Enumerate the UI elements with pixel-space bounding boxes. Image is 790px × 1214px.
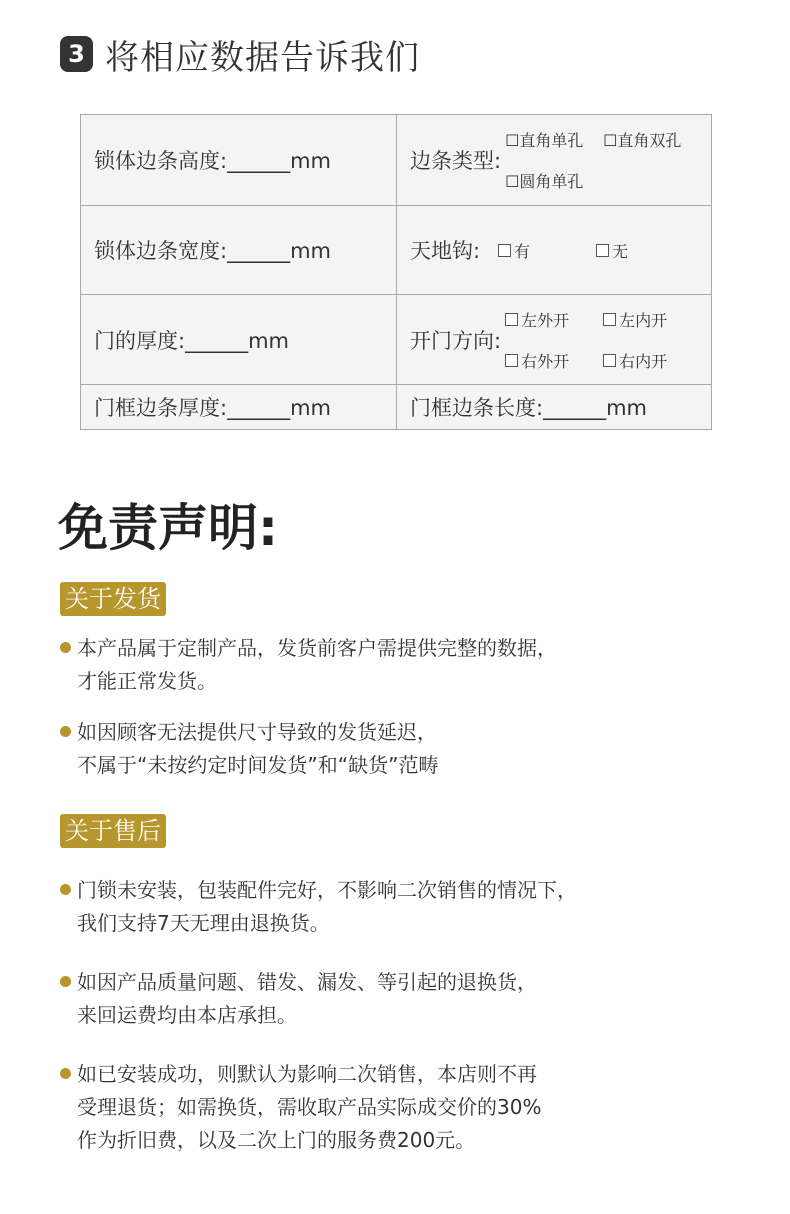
checkbox-icon[interactable] (505, 313, 518, 326)
lock-strip-height-field[interactable]: 锁体边条高度:______mm (81, 115, 397, 206)
bullet-dot-icon (60, 884, 71, 895)
table-row (81, 385, 712, 430)
door-opening-direction-field (397, 295, 712, 385)
measurement-table (80, 114, 712, 430)
checkbox-icon[interactable] (596, 244, 609, 257)
top-bottom-hook-field (397, 206, 712, 295)
table-row (81, 206, 712, 295)
option-yes[interactable]: 有 (498, 239, 596, 262)
option-right-angle-single[interactable]: ☐直角单孔 (505, 131, 584, 150)
bullet-dot-icon (60, 726, 71, 737)
strip-type-field (397, 115, 712, 206)
checkbox-icon[interactable] (498, 244, 511, 257)
option-right-angle-double[interactable]: ☐直角双孔 (603, 131, 682, 150)
lock-strip-width-field[interactable]: 锁体边条宽度:______mm (81, 206, 397, 295)
list-item: 如已安装成功，则默认为影响二次销售，本店则不再 受理退货；如需换货，需收取产品实际成交价的30% 作为折旧费，以及二次上门的服务费200元。 (60, 1058, 740, 1157)
step-title: 将相应数据告诉我们 (105, 37, 420, 78)
list-item: 门锁未安装，包装配件完好，不影响二次销售的情况下， 我们支持7天无理由退换货。 (60, 874, 740, 940)
bullet-dot-icon (60, 1068, 71, 1079)
door-thickness-field[interactable]: 门的厚度:______mm (81, 295, 397, 385)
table-row (81, 295, 712, 385)
option-round-corner-single[interactable]: ☐圆角单孔 (505, 172, 584, 191)
checkbox-icon[interactable] (505, 354, 518, 367)
frame-strip-length-field[interactable]: 门框边条长度:______mm (397, 385, 712, 430)
list-item: 如因顾客无法提供尺寸导致的发货延迟， 不属于“未按约定时间发货”和“缺货”范畴 (60, 716, 740, 782)
option-right-outward[interactable]: 右外开 (505, 349, 603, 372)
option-left-outward[interactable]: 左外开 (505, 308, 603, 331)
step-number-badge: 3 (60, 36, 93, 72)
top-bottom-hook-label: 天地钩: (410, 239, 481, 263)
bullet-dot-icon (60, 642, 71, 653)
step-header (60, 30, 420, 78)
option-left-inward[interactable]: 左内开 (603, 308, 701, 331)
checkbox-icon[interactable] (603, 354, 616, 367)
table-row (81, 115, 712, 206)
disclaimer-title: 免责声明: (58, 499, 278, 557)
opening-direction-label: 开门方向: (410, 328, 502, 353)
bullet-dot-icon (60, 976, 71, 987)
strip-type-label: 边条类型: (410, 149, 502, 173)
checkbox-icon[interactable] (603, 313, 616, 326)
option-no[interactable]: 无 (596, 239, 694, 262)
list-item: 如因产品质量问题、错发、漏发、等引起的退换货， 来回运费均由本店承担。 (60, 966, 740, 1032)
frame-strip-thickness-field[interactable]: 门框边条厚度:______mm (81, 385, 397, 430)
section-tag-after-sales: 关于售后 (60, 814, 166, 848)
list-item: 本产品属于定制产品，发货前客户需提供完整的数据， 才能正常发货。 (60, 632, 740, 698)
option-right-inward[interactable]: 右内开 (603, 349, 701, 372)
section-tag-shipping: 关于发货 (60, 582, 166, 616)
